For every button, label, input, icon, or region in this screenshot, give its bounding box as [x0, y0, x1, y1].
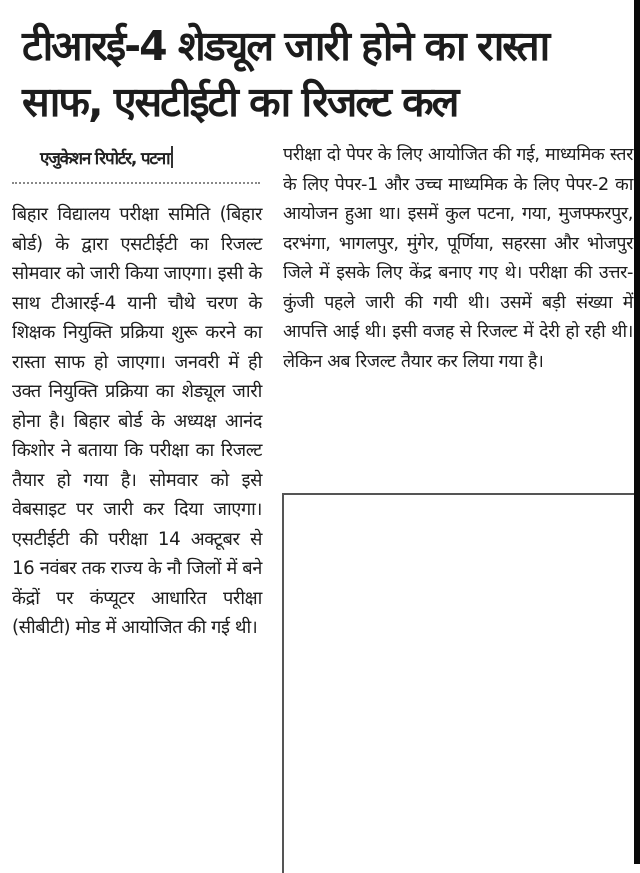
article-paragraph-right: परीक्षा दो पेपर के लिए आयोजित की गई, माध्यमिक स्तर के लिए पेपर-1 और उच्च माध्यमिक के लिए पेपर-2 का आयोजन हुआ था। इसमें कुल पटना, गया, मुजफ्फरपुर, दरभंगा, भागलपुर, मुंगेर, पूर्णिया, सहरसा और भोजपुर जिले में इसके लिए केंद्र बनाए गए थे। परीक्षा की उत्तर-कुंजी पहले जारी की गयी थी। उसमें बड़ी संख्या में आपत्ति आई थी। इसी वजह से रिजल्ट में देरी हो रही थी। लेकिन अब रिजल्ट तैयार कर लिया गया है। [283, 144, 633, 372]
right-edge-strip [634, 0, 640, 864]
dotted-separator [12, 182, 260, 184]
byline-divider [171, 146, 173, 168]
article-column-left [12, 200, 262, 643]
article-column-right [283, 140, 633, 376]
article-paragraph-left: बिहार विद्यालय परीक्षा समिति (बिहार बोर्ड) के द्वारा एसटीईटी का रिजल्ट सोमवार को जारी किया जाएगा। इसी के साथ टीआरई-4 यानी चौथे चरण के शिक्षक नियुक्ति प्रक्रिया शुरू करने का रास्ता साफ हो जाएगा। जनवरी में ही उक्त नियुक्ति प्रक्रिया का शेड्यूल जारी होना है। बिहार बोर्ड के अध्यक्ष आनंद किशोर ने बताया कि परीक्षा का रिजल्ट तैयार हो गया है। सोमवार को इसे वेबसाइट पर जारी कर दिया जाएगा। एसटीईटी की परीक्षा 14 अक्टूबर से 16 नवंबर तक राज्य के नौ जिलों में बने केंद्रों पर कंप्यूटर आधारित परीक्षा (सीबीटी) मोड में आयोजित की गई थी। [12, 204, 262, 638]
byline [40, 146, 173, 169]
empty-image-frame [282, 493, 634, 873]
headline: टीआरई-4 शेड्यूल जारी होने का रास्ता साफ, एसटीईटी का रिजल्ट कल [22, 22, 549, 126]
byline-text: एजुकेशन रिपोर्टर, पटना [40, 149, 170, 169]
